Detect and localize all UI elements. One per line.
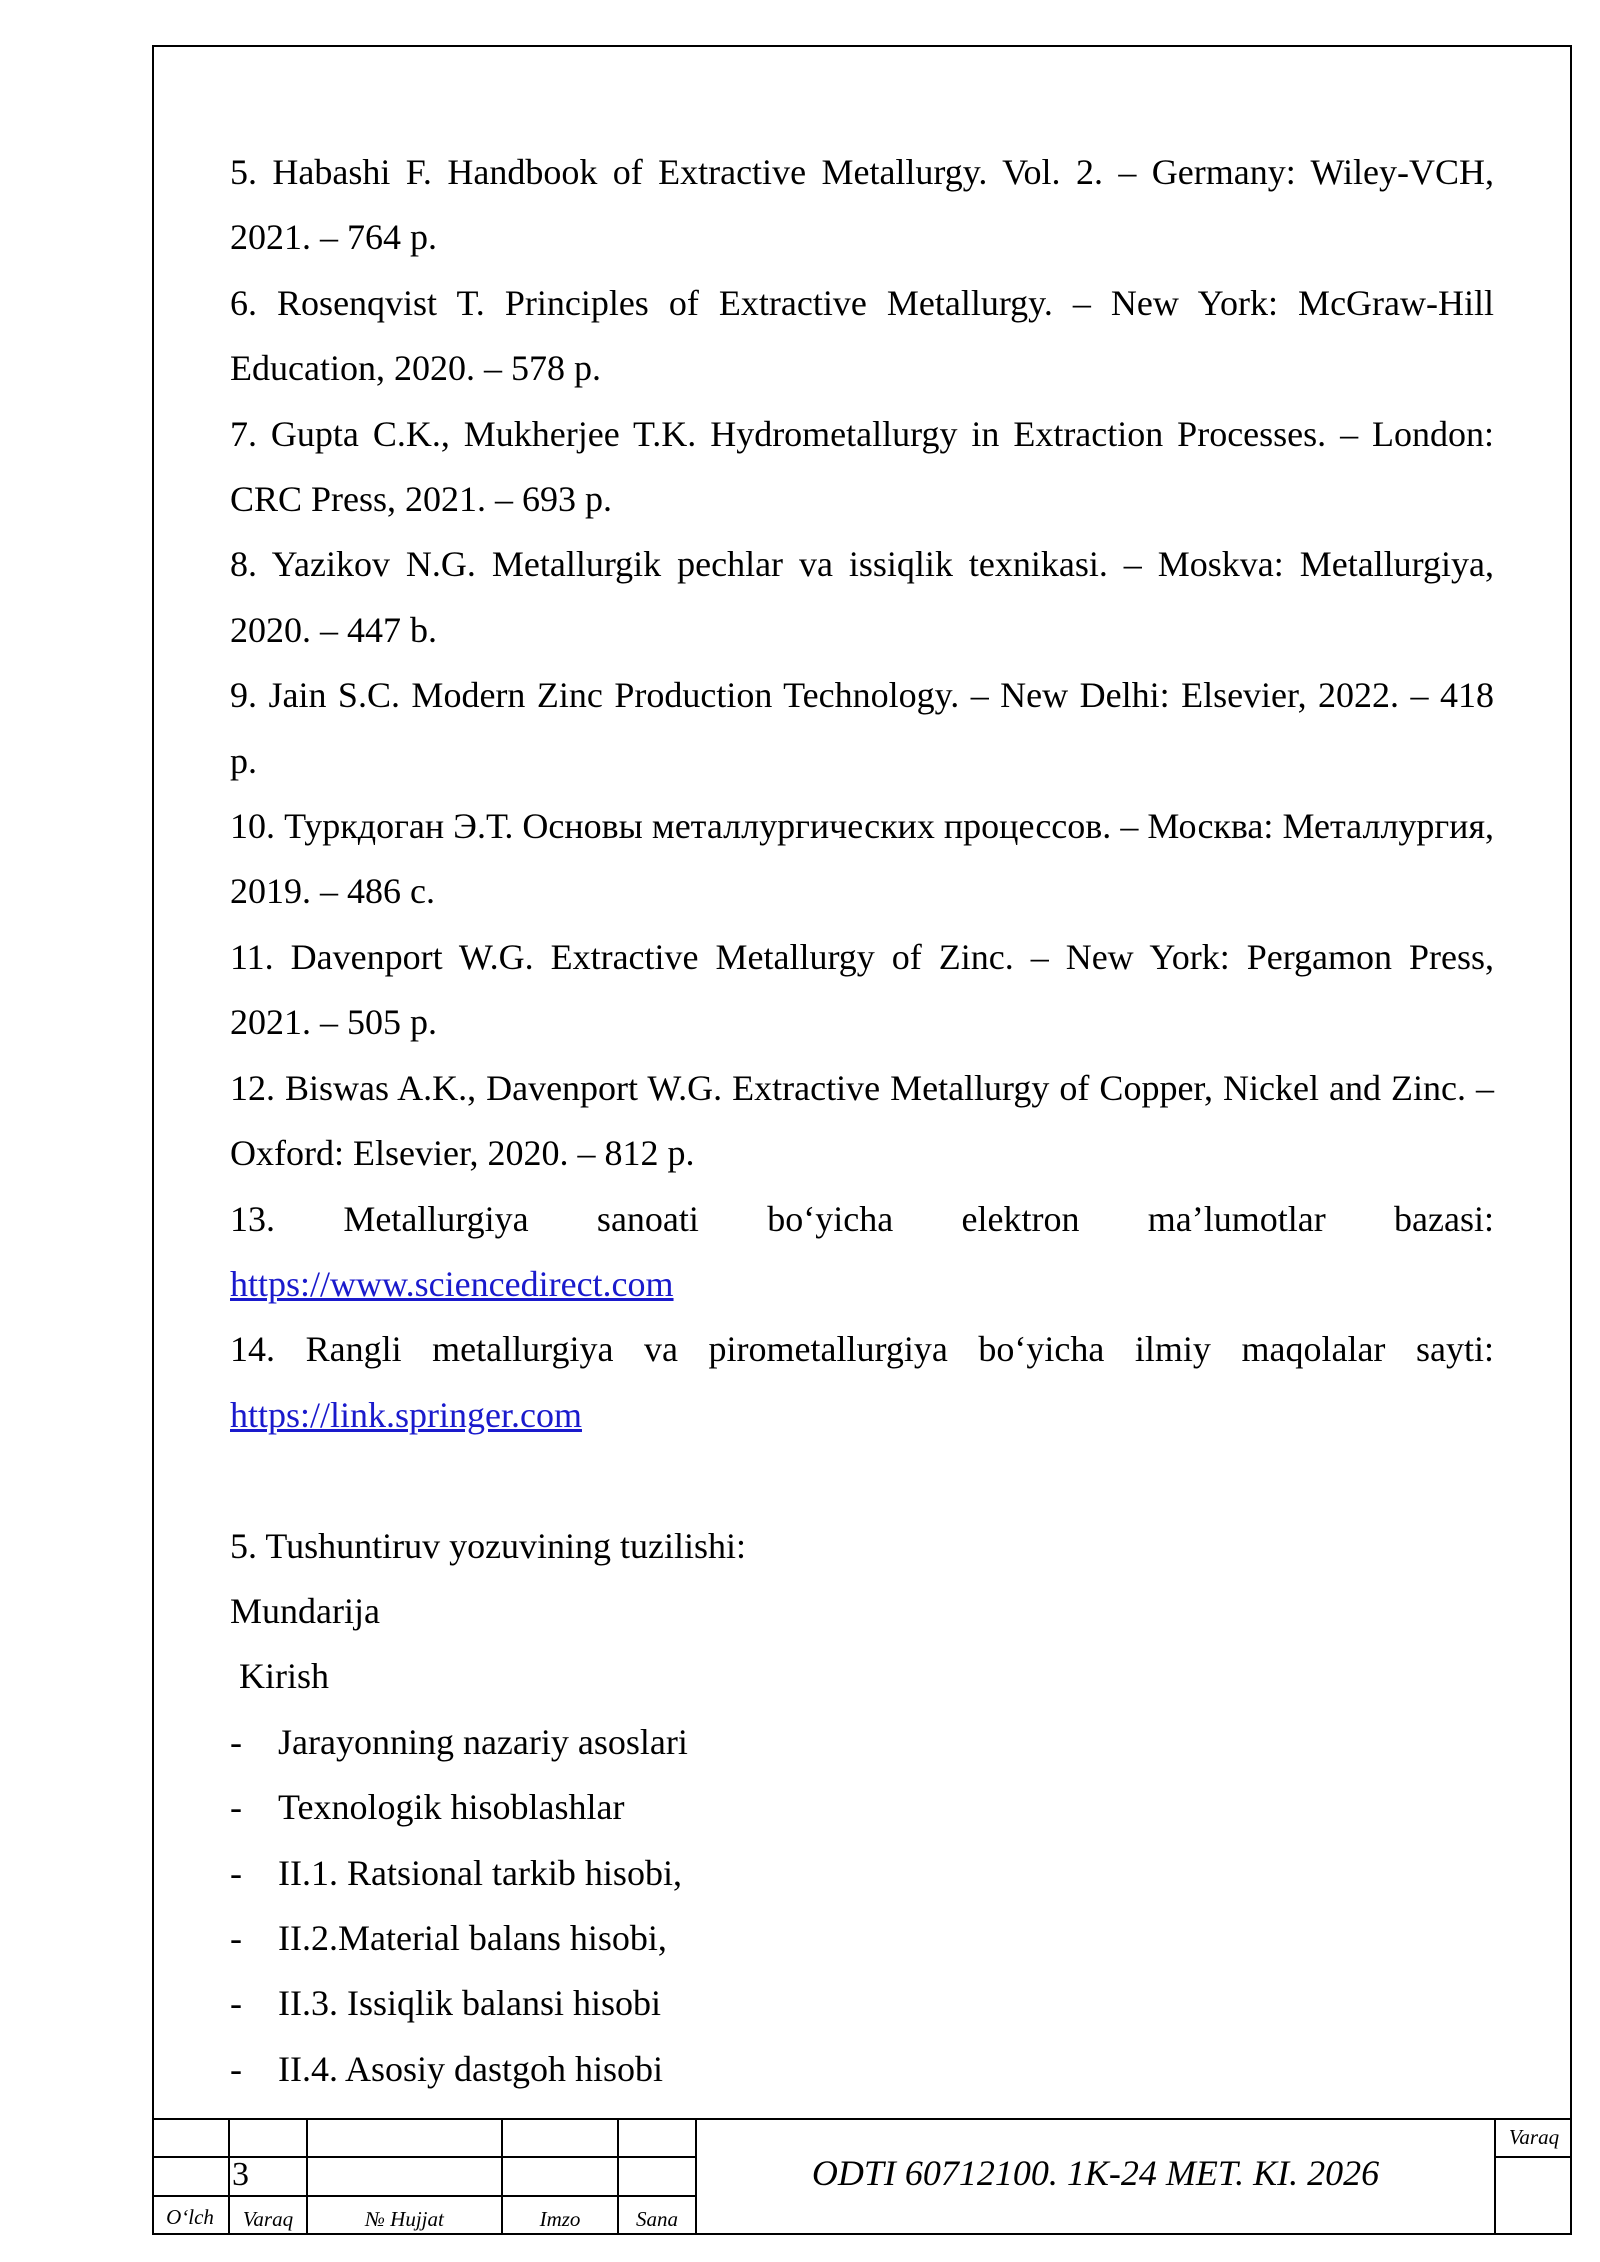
toc-item <box>230 1971 1494 2036</box>
col-sana-label: Sana <box>636 2207 678 2231</box>
mundarija-label: Mundarija <box>230 1590 380 1631</box>
title-block-row-line <box>152 2195 696 2197</box>
toc-item-label: II.1. Ratsional tarkib hisobi, <box>278 1852 682 1893</box>
dash-bullet: - <box>230 1787 242 1828</box>
sciencedirect-link[interactable]: https://www.sciencedirect.com <box>230 1263 674 1304</box>
dash-bullet: - <box>230 1852 242 1893</box>
springer-link[interactable]: https://link.springer.com <box>230 1394 582 1435</box>
toc-item <box>230 1775 1494 1840</box>
toc-item <box>230 1710 1494 1775</box>
kirish-label: Kirish <box>239 1656 329 1697</box>
toc-item <box>230 1841 1494 1906</box>
toc-item-label: II.4. Asosiy dastgoh hisobi <box>278 2048 664 2089</box>
toc-item <box>230 2037 1494 2102</box>
toc-item-label: Jarayonning nazariy asoslari <box>278 1721 688 1762</box>
title-block-top-line <box>152 2118 1572 2120</box>
reference-9: 9. Jain S.C. Modern Zinc Production Technology. – New Delhi: Elsevier, 2022. – 418 p. <box>230 675 1494 781</box>
title-block <box>152 2118 1572 2235</box>
reference-5: 5. Habashi F. Handbook of Extractive Metallurgy. Vol. 2. – Germany: Wiley-VCH, 2021. – 764 p. <box>230 152 1494 258</box>
section-heading: 5. Tushuntiruv yozuvining tuzilishi: <box>230 1525 747 1566</box>
reference-14 <box>230 1317 1494 1448</box>
document-code: ODTI 60712100. 1K-24 MET. KI. 2026 <box>811 2153 1380 2193</box>
page-content <box>230 140 1494 2102</box>
reference-11: 11. Davenport W.G. Extractive Metallurgy of Zinc. – New York: Pergamon Press, 2021. – 505 p. <box>230 936 1494 1043</box>
reference-13-text: 13. Metallurgiya sanoati bo‘yicha elektron ma’lumotlar bazasi: <box>230 1198 1494 1239</box>
col-olch-label: O‘lch <box>166 2205 214 2229</box>
reference-13 <box>230 1187 1494 1318</box>
reference-10: 10. Туркдоган Э.Т. Основы металлургических процессов. – Москва: Металлургия, 2019. – 486 с. <box>230 806 1494 912</box>
blank-line <box>230 1448 1494 1513</box>
dash-bullet: - <box>230 1983 242 2024</box>
varaq-cell-line <box>1494 2156 1572 2158</box>
toc-item-label: II.2.Material balans hisobi, <box>278 1917 667 1958</box>
toc-item-label: Texnologik hisoblashlar <box>278 1787 625 1828</box>
col-hujjat-label: № Hujjat <box>365 2207 444 2231</box>
col-varaq-label: Varaq <box>242 2207 294 2231</box>
reference-14-text: 14. Rangli metallurgiya va pirometallurgiya bo‘yicha ilmiy maqolalar sayti: <box>230 1329 1494 1370</box>
dash-bullet: - <box>230 1917 242 1958</box>
dash-bullet: - <box>230 2048 242 2089</box>
reference-12: 12. Biswas A.K., Davenport W.G. Extractive Metallurgy of Copper, Nickel and Zinc. – Oxford: Elsevier, 2020. – 812 p. <box>230 1067 1494 1174</box>
reference-7: 7. Gupta C.K., Mukherjee T.K. Hydrometallurgy in Extraction Processes. – London: CRC Press, 2021. – 693 p. <box>230 413 1494 520</box>
col-imzo-label: Imzo <box>539 2207 581 2231</box>
varaq-label: Varaq <box>1508 2125 1560 2149</box>
toc-item-label: II.3. Issiqlik balansi hisobi <box>278 1983 661 2024</box>
toc-item <box>230 1906 1494 1971</box>
sheet-number: 3 <box>232 2156 249 2193</box>
reference-8: 8. Yazikov N.G. Metallurgik pechlar va issiqlik texnikasi. – Moskva: Metallurgiya, 2020. – 447 b. <box>230 544 1494 650</box>
dash-bullet: - <box>230 1721 242 1762</box>
reference-6: 6. Rosenqvist T. Principles of Extractive Metallurgy. – New York: McGraw-Hill Education, 2020. – 578 p. <box>230 282 1494 389</box>
